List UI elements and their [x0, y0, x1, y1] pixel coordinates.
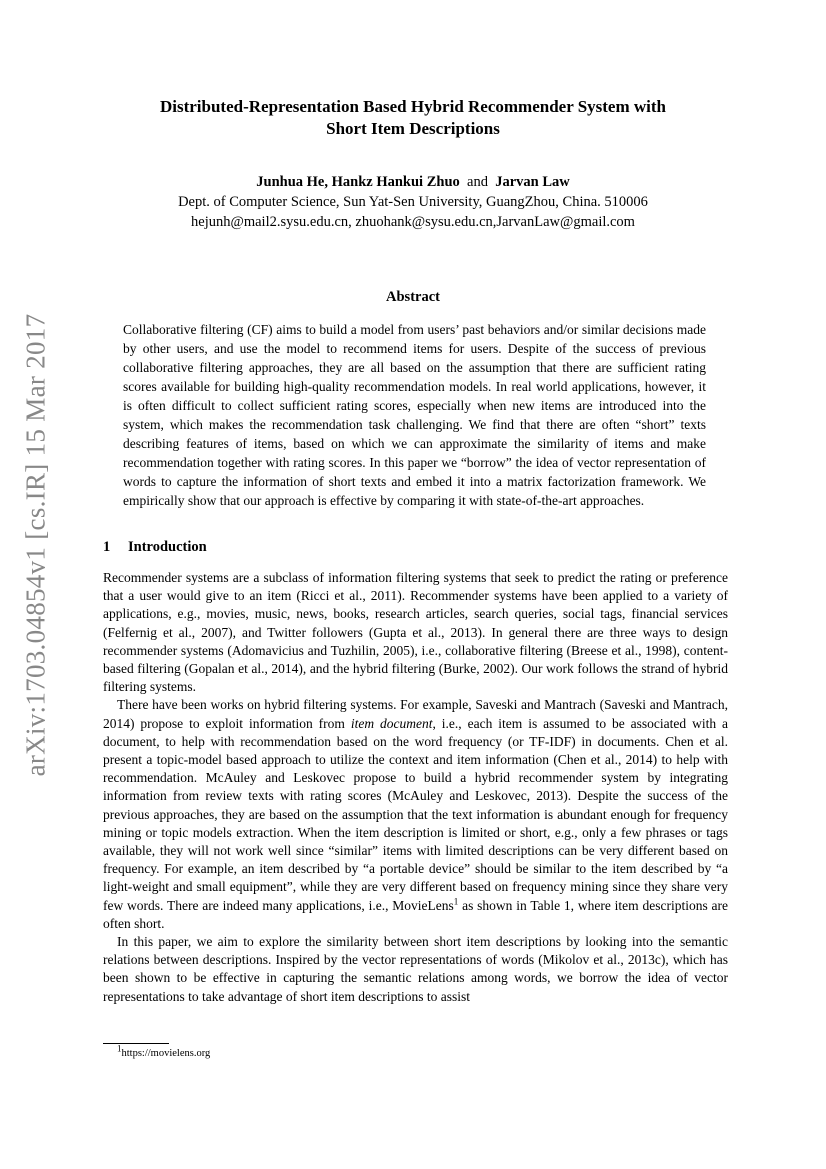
- footnote-mark: 1: [117, 1043, 122, 1054]
- footnote-ref: 1: [453, 896, 459, 907]
- paragraph-1: Recommender systems are a subclass of information filtering systems that seek to predict the rating or preference that a user would give to an item (Ricci et al., 2011). Recommender systems have been applied to a variety of applications, e.g., movies, music, news, books, research articles, search queries, social tags, financial services (Felfernig et al., 2007), and Twitter followers (Gupta et al., 2013). In general there are three ways to design recommender systems (Adomavicius and Tuzhilin, 2005), i.e., collaborative filtering (Breese et al., 1998), content-based filtering (Gopalan et al., 2014), and the hybrid filtering (Burke, 2002). Our work follows the strand of hybrid filtering systems.: [103, 570, 728, 695]
- abstract-heading: Abstract: [386, 289, 440, 305]
- section-number: 1: [103, 539, 111, 555]
- footnote: [117, 1043, 211, 1059]
- paragraph-2-part-a: There have been works on hybrid filtering systems. For example, Saveski and Mantrach (Saveski and Mantrach, 2014) propose to exploit information from: [103, 697, 728, 731]
- author-names-first: Junhua He, Hankz Hankui Zhuo: [256, 174, 460, 190]
- abstract-text: Collaborative filtering (CF) aims to build a model from users’ past behaviors and/or similar decisions made by other users, and use the model to recommend items for users. Despite of the success of previous collaborative filtering approaches, they are all based on the assumption that there are sufficient rating scores available for building high-quality recommendation models. In real world applications, however, it is often difficult to collect sufficient rating scores, especially when new items are introduced into the system, which makes the recommendation task challenging. We find that there are often “short” texts describing features of items, based on which we can approximate the similarity of items and make recommendation together with rating scores. In this paper we “borrow” the idea of vector representation of words to capture the information of short texts and embed it into a matrix factorization framework. We empirically show that our approach is effective by comparing it with state-of-the-art approaches.: [123, 322, 706, 508]
- author-names-last: Jarvan Law: [495, 174, 570, 190]
- paragraph-2: [103, 696, 728, 933]
- paper-title: [0, 96, 826, 140]
- footnote-divider: [103, 1043, 169, 1044]
- title-line-2: Short Item Descriptions: [326, 119, 500, 138]
- section-heading-introduction: [103, 539, 207, 556]
- paragraph-2-part-c: as shown in Table 1, where item descriptions are often short.: [103, 897, 728, 931]
- author-names: [0, 172, 826, 192]
- author-block: [0, 172, 826, 232]
- footnote-url: https://movielens.org: [121, 1048, 211, 1059]
- introduction-body: [103, 569, 728, 1006]
- paragraph-2-part-b: , i.e., each item is assumed to be associated with a document, to help with recommendation based on the word frequency (or TF-IDF) in documents. Chen et al. present a topic-model based approach to utilize the context and item information (Chen et al., 2014) to help with recommendation. McAuley and Leskovec propose to build a hybrid recommender system by integrating information from review texts with rating scores (McAuley and Leskovec, 2013). Despite the success of the previous approaches, they are based on the assumption that the text information is abundant enough for frequency mining or topic models extraction. When the item description is limited or short, e.g., only a few phrases or tags available, they will not work well since “similar” items with limited descriptions can be very different based on frequency. For example, an item described by “a portable device” should be similar to the item described by “a light-weight and small equipment”, while they are very different based on frequency mining since they share very few words. There are indeed many applications, i.e., MovieLens: [103, 715, 729, 913]
- title-line-1: Distributed-Representation Based Hybrid Recommender System with: [159, 97, 667, 116]
- arxiv-sidebar-stamp: [6, 313, 66, 777]
- author-affiliation: Dept. of Computer Science, Sun Yat-Sen University, GuangZhou, China. 510006: [178, 194, 648, 210]
- author-and: and: [467, 174, 488, 190]
- paragraph-3: In this paper, we aim to explore the similarity between short item descriptions by looking into the semantic relations between descriptions. Inspired by the vector representations of words (Mikolov et al., 2013c), which has been shown to be effective in capturing the semantic relations among words, we borrow the idea of vector representations to take advantage of short item descriptions to assist: [103, 934, 728, 1004]
- arxiv-identifier: arXiv:1703.04854v1 [cs.IR] 15 Mar 2017: [20, 313, 51, 777]
- author-emails: hejunh@mail2.sysu.edu.cn, zhuohank@sysu.edu.cn,JarvanLaw@gmail.com: [191, 214, 635, 230]
- section-title: Introduction: [128, 539, 207, 555]
- item-document-emphasis: item document: [350, 715, 433, 731]
